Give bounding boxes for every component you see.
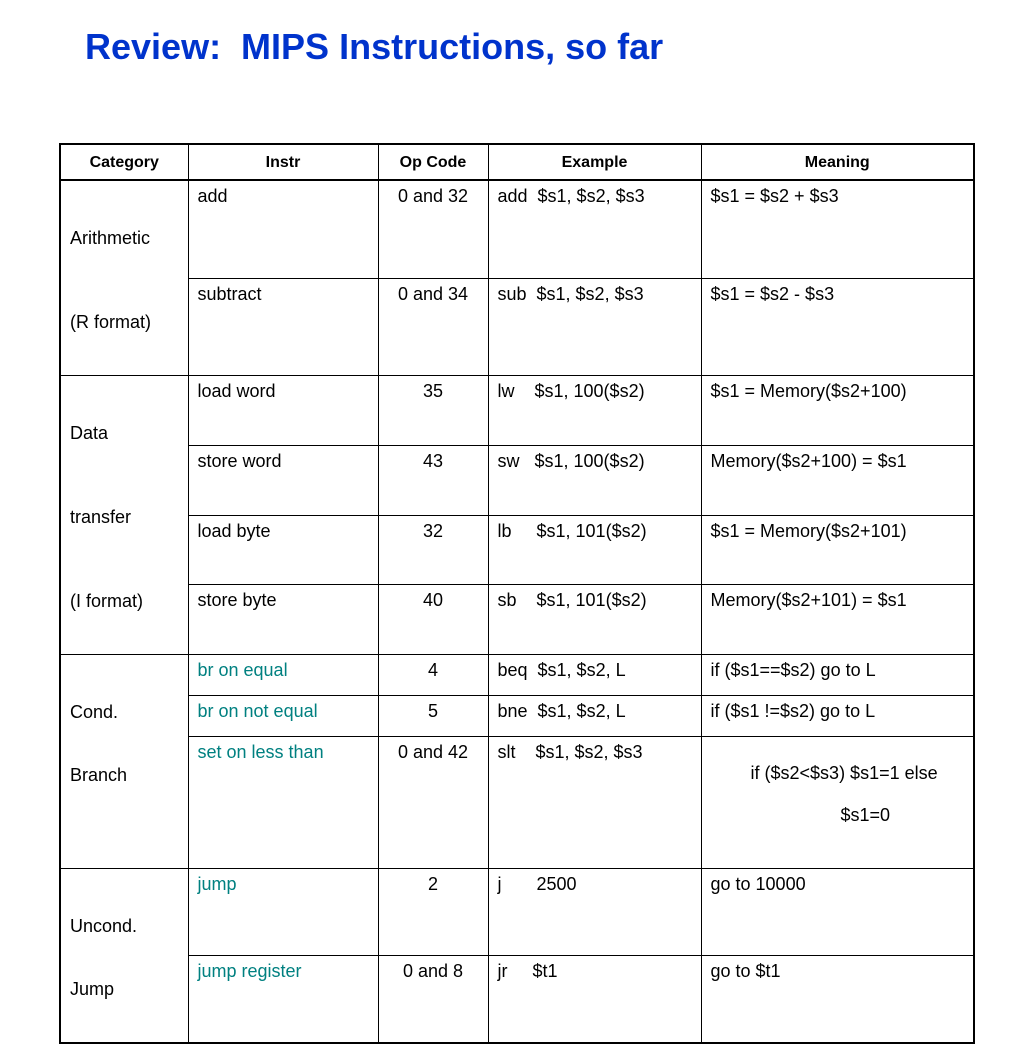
opcode-cell: 0 and 8 [378, 955, 488, 1043]
meaning-cell: Memory($s2+101) = $s1 [701, 585, 974, 655]
header-meaning: Meaning [701, 144, 974, 180]
slide-title: Review: MIPS Instructions, so far [85, 26, 664, 67]
example-cell: lw $s1, 100($s2) [488, 376, 701, 446]
example-cell: sb $s1, 101($s2) [488, 585, 701, 655]
category-line: (R format) [70, 312, 151, 332]
instr-cell: jump register [188, 955, 378, 1043]
table-row [60, 869, 974, 956]
meaning-cell: $s1 = $s2 - $s3 [701, 278, 974, 375]
instructions-table [59, 143, 975, 1044]
instr-cell: add [188, 180, 378, 278]
opcode-cell: 35 [378, 376, 488, 446]
instr-cell: load byte [188, 515, 378, 585]
category-data-transfer [60, 376, 188, 655]
category-line: (I format) [70, 591, 144, 611]
table-row [60, 376, 974, 446]
table-row [60, 655, 974, 696]
meaning-cell: $s1 = Memory($s2+101) [701, 515, 974, 585]
instr-cell: subtract [188, 278, 378, 375]
category-line: Uncond. [70, 916, 138, 936]
opcode-cell: 4 [378, 655, 488, 696]
example-cell: beq $s1, $s2, L [488, 655, 701, 696]
example-cell: sub $s1, $s2, $s3 [488, 278, 701, 375]
table-header-row [60, 144, 974, 180]
category-arithmetic [60, 180, 188, 376]
table-row [60, 585, 974, 655]
category-uncond-jump [60, 869, 188, 1044]
meaning-cell: go to $t1 [701, 955, 974, 1043]
example-cell: bne $s1, $s2, L [488, 696, 701, 737]
example-cell: add $s1, $s2, $s3 [488, 180, 701, 278]
header-category: Category [60, 144, 188, 180]
category-line: Arithmetic [70, 228, 151, 248]
table-row [60, 737, 974, 869]
category-line: Jump [70, 979, 115, 999]
table-row [60, 955, 974, 1043]
category-line: Data [70, 423, 109, 443]
opcode-cell: 43 [378, 445, 488, 515]
category-cond-branch [60, 655, 188, 869]
opcode-cell: 0 and 42 [378, 737, 488, 869]
header-example: Example [488, 144, 701, 180]
table-row [60, 696, 974, 737]
header-instr: Instr [188, 144, 378, 180]
example-cell: sw $s1, 100($s2) [488, 445, 701, 515]
meaning-cell [701, 737, 974, 869]
table-row [60, 180, 974, 278]
opcode-cell: 5 [378, 696, 488, 737]
meaning-cell: if ($s1 !=$s2) go to L [701, 696, 974, 737]
meaning-cell: go to 10000 [701, 869, 974, 956]
example-cell: lb $s1, 101($s2) [488, 515, 701, 585]
meaning-cell: $s1 = Memory($s2+100) [701, 376, 974, 446]
instr-cell: store byte [188, 585, 378, 655]
opcode-cell: 40 [378, 585, 488, 655]
opcode-cell: 32 [378, 515, 488, 585]
table-row [60, 445, 974, 515]
header-opcode: Op Code [378, 144, 488, 180]
instr-cell: jump [188, 869, 378, 956]
table-row [60, 515, 974, 585]
category-line: Cond. [70, 702, 119, 722]
example-cell: slt $s1, $s2, $s3 [488, 737, 701, 869]
opcode-cell: 2 [378, 869, 488, 956]
meaning-cell: $s1 = $s2 + $s3 [701, 180, 974, 278]
instr-cell: br on equal [188, 655, 378, 696]
meaning-line: $s1=0 [840, 805, 891, 825]
opcode-cell: 0 and 32 [378, 180, 488, 278]
instr-cell: store word [188, 445, 378, 515]
category-line: transfer [70, 507, 132, 527]
opcode-cell: 0 and 34 [378, 278, 488, 375]
example-cell: j 2500 [488, 869, 701, 956]
meaning-line: if ($s2<$s3) $s1=1 else [750, 763, 938, 783]
category-line: Branch [70, 765, 128, 785]
instr-cell: load word [188, 376, 378, 446]
meaning-cell: Memory($s2+100) = $s1 [701, 445, 974, 515]
example-cell: jr $t1 [488, 955, 701, 1043]
meaning-cell: if ($s1==$s2) go to L [701, 655, 974, 696]
table-row [60, 278, 974, 375]
instr-cell: set on less than [188, 737, 378, 869]
instr-cell: br on not equal [188, 696, 378, 737]
